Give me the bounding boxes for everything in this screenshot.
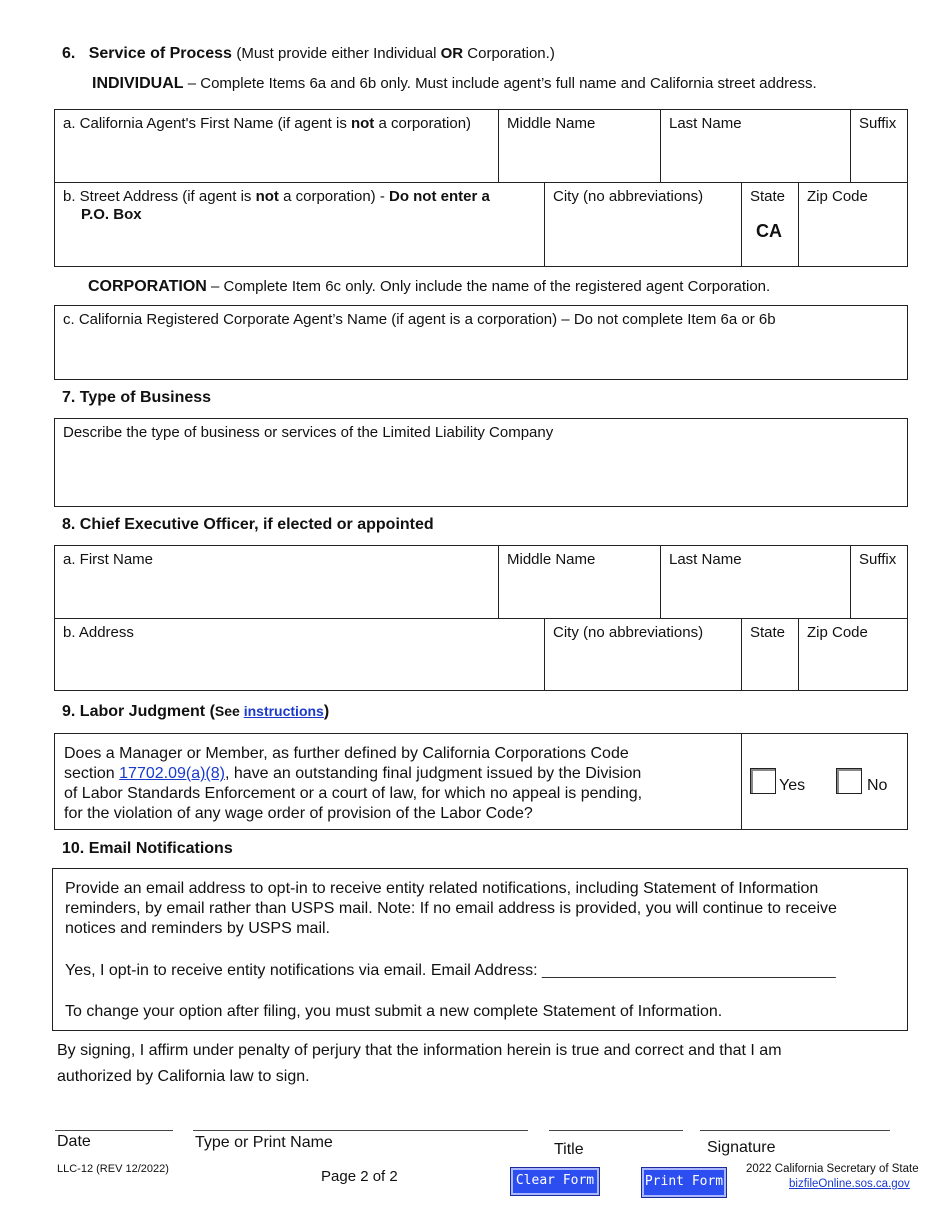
section-9-close-paren: ) — [323, 703, 330, 720]
agent-first-name-label-post: a corporation) — [374, 115, 472, 132]
corporation-text: – Complete Item 6c only. Only include the name of the registered agent Corporation. — [206, 278, 771, 295]
question-line-3: of Labor Standards Enforcement or a court of law, for which no appeal is pending, — [64, 785, 643, 802]
title-line[interactable] — [549, 1130, 683, 1131]
agent-last-name-label: Last Name — [669, 115, 742, 132]
street-label-pre: b. Street Address (if agent is — [63, 188, 256, 205]
form-id: LLC-12 (REV 12/2022) — [57, 1163, 169, 1175]
agent-street-address-field[interactable] — [55, 183, 544, 267]
ceo-suffix-label: Suffix — [859, 551, 897, 568]
no-label: No — [867, 777, 888, 794]
print-name-line[interactable] — [193, 1130, 528, 1131]
page-number: Page 2 of 2 — [321, 1168, 398, 1185]
section-6-subtitle-pre: (Must provide either Individual — [236, 45, 441, 62]
ceo-last-name-field[interactable] — [661, 546, 850, 618]
business-type-field[interactable] — [54, 418, 908, 507]
date-line[interactable] — [55, 1130, 173, 1131]
individual-text: – Complete Items 6a and 6b only. Must include agent’s full name and California street address. — [183, 75, 817, 92]
corporation-label: CORPORATION — [88, 278, 207, 295]
street-label-po-box: P.O. Box — [81, 206, 142, 223]
section-8-heading: 8. Chief Executive Officer, if elected or appointed — [62, 516, 434, 533]
section-6-subtitle-post: Corporation.) — [463, 45, 555, 62]
print-form-button[interactable]: Print Form — [642, 1168, 726, 1197]
print-name-label: Type or Print Name — [195, 1134, 333, 1151]
instructions-link[interactable]: instructions — [243, 703, 324, 719]
question-line-1: Does a Manager or Member, as further defined by California Corporations Code — [64, 745, 629, 762]
email-paragraph-line-1: Provide an email address to opt-in to receive entity related notifications, including Statement of Information — [65, 880, 819, 897]
email-paragraph-line-3: notices and reminders by USPS mail. — [65, 920, 330, 937]
section-7-heading: 7. Type of Business — [62, 389, 212, 406]
section-10-heading: 10. Email Notifications — [62, 840, 233, 857]
ceo-address-label: b. Address — [63, 624, 134, 641]
ceo-zip-field[interactable] — [799, 619, 908, 691]
section-6-subtitle-or: OR — [440, 45, 464, 62]
divider — [741, 733, 742, 830]
street-label-not: not — [255, 188, 279, 205]
question-line-2 — [64, 764, 642, 784]
affirmation-line-2: authorized by California law to sign. — [57, 1068, 310, 1085]
copyright-text: 2022 California Secretary of State — [746, 1163, 919, 1175]
email-optin-line — [65, 961, 836, 981]
ceo-state-label: State — [750, 624, 786, 641]
change-option-note: To change your option after filing, you must submit a new complete Statement of Information. — [65, 1003, 723, 1020]
yes-checkbox[interactable] — [750, 768, 776, 794]
affirmation-line-1: By signing, I affirm under penalty of perjury that the information herein is true and correct and that I am — [57, 1042, 782, 1059]
corporate-agent-name-label: c. California Registered Corporate Agent’s Name (if agent is a corporation) – Do not complete Item 6a or 6b — [63, 311, 776, 328]
ceo-last-name-label: Last Name — [669, 551, 742, 568]
clear-form-button[interactable]: Clear Form — [511, 1168, 599, 1195]
ceo-zip-label: Zip Code — [807, 624, 868, 641]
title-label: Title — [554, 1141, 584, 1158]
agent-first-name-label-not: not — [350, 115, 375, 132]
ceo-city-label: City (no abbreviations) — [553, 624, 704, 641]
signature-label: Signature — [707, 1139, 776, 1156]
agent-first-name-label-pre: a. California Agent's First Name (if agent is — [63, 115, 351, 132]
corporation-instruction — [88, 278, 770, 296]
ceo-suffix-field[interactable] — [851, 546, 908, 618]
affirmation-text — [57, 1038, 782, 1090]
business-type-label: Describe the type of business or services of the Limited Liability Company — [63, 424, 554, 441]
section-9-see: See — [214, 703, 244, 719]
agent-first-name-field[interactable] — [55, 110, 498, 182]
bizfile-online-link[interactable]: bizfileOnline.sos.ca.gov — [789, 1178, 910, 1190]
agent-middle-name-field[interactable] — [499, 110, 660, 182]
section-6-number: 6. — [62, 45, 76, 62]
agent-state-label: State — [750, 188, 786, 205]
corporate-agent-name-field[interactable] — [54, 305, 908, 380]
section-9-title: 9. Labor Judgment ( — [62, 703, 215, 720]
date-label: Date — [57, 1133, 91, 1150]
individual-label: INDIVIDUAL — [92, 75, 184, 92]
email-paragraph-line-2: reminders, by email rather than USPS mail. Note: If no email address is provided, you will continue to receive — [65, 900, 837, 917]
no-checkbox[interactable] — [836, 768, 862, 794]
question-line-2-pre: section — [64, 765, 120, 782]
question-line-4: for the violation of any wage order of provision of the Labor Code? — [64, 805, 533, 822]
question-line-2-post: , have an outstanding final judgment issued by the Division — [224, 765, 642, 782]
agent-last-name-field[interactable] — [661, 110, 850, 182]
labor-judgment-question — [64, 744, 642, 824]
corporations-code-link[interactable]: 17702.09(a)(8) — [119, 765, 225, 782]
ceo-city-field[interactable] — [545, 619, 741, 691]
ceo-middle-name-label: Middle Name — [507, 551, 596, 568]
agent-zip-field[interactable] — [799, 183, 908, 267]
individual-instruction — [92, 75, 817, 93]
agent-city-field[interactable] — [545, 183, 741, 267]
signature-line[interactable] — [700, 1130, 890, 1131]
ceo-first-name-label: a. First Name — [63, 551, 154, 568]
agent-city-label: City (no abbreviations) — [553, 188, 704, 205]
street-label-mid: a corporation) - — [278, 188, 389, 205]
section-9-heading — [62, 703, 329, 721]
yes-label: Yes — [779, 777, 806, 794]
ceo-middle-name-field[interactable] — [499, 546, 660, 618]
ceo-address-field[interactable] — [55, 619, 544, 691]
agent-suffix-label: Suffix — [859, 115, 897, 132]
ceo-state-field[interactable] — [742, 619, 798, 691]
email-notification-paragraph — [65, 879, 837, 939]
street-label-bold: Do not enter a — [388, 188, 490, 205]
email-optin-label: Yes, I opt-in to receive entity notifications via email. Email Address: — [65, 962, 542, 979]
section-6-title: Service of Process — [88, 45, 232, 62]
agent-state-field — [742, 183, 798, 267]
ceo-first-name-field[interactable] — [55, 546, 498, 618]
agent-zip-label: Zip Code — [807, 188, 868, 205]
agent-middle-name-label: Middle Name — [507, 115, 596, 132]
email-address-field[interactable]: _________________________________ — [541, 962, 836, 979]
section-6-heading — [62, 45, 555, 63]
agent-state-value: CA — [756, 221, 782, 241]
agent-suffix-field[interactable] — [851, 110, 908, 182]
